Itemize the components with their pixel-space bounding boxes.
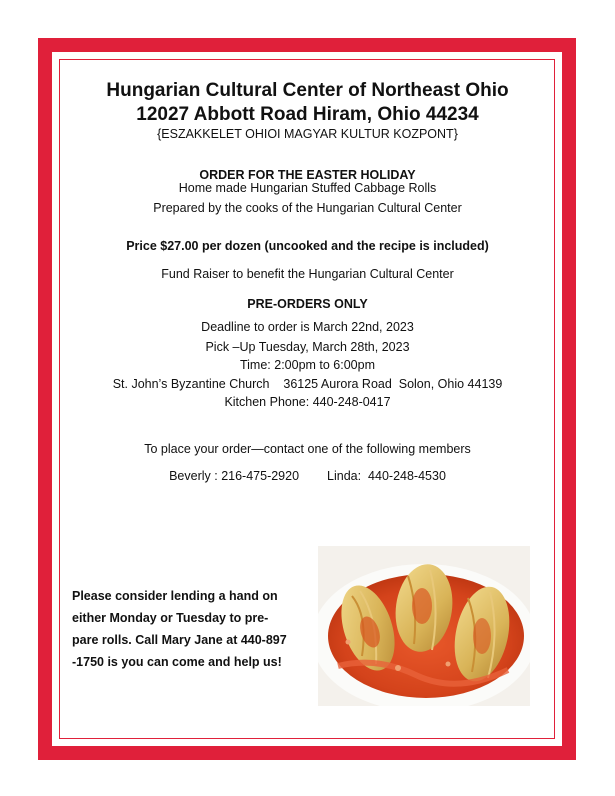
title-line-2: 12027 Abbott Road Hiram, Ohio 44234 (136, 104, 479, 125)
pickup-line: Pick –Up Tuesday, March 28th, 2023 (205, 340, 410, 354)
contact-beverly: Beverly : 216-475-2920 (169, 469, 300, 483)
product-line: Home made Hungarian Stuffed Cabbage Rolls (178, 181, 437, 195)
contact-linda: Linda: 440-248-4530 (327, 469, 446, 483)
help-line-1: Please consider lending a hand on (72, 589, 278, 603)
contact-intro: To place your order—contact one of the following members (144, 442, 471, 456)
fundraiser-line: Fund Raiser to benefit the Hungarian Cultural Center (161, 267, 454, 281)
volunteer-request (72, 585, 312, 673)
help-line-2: either Monday or Tuesday to pre- (72, 611, 269, 625)
time-line: Time: 2:00pm to 6:00pm (239, 358, 376, 372)
order-heading: ORDER FOR THE EASTER HOLIDAY (199, 168, 416, 182)
kitchen-phone-line: Kitchen Phone: 440-248-0417 (224, 395, 391, 409)
hungarian-subtitle: {ESZAKKELET OHIOI MAGYAR KULTUR KOZPONT} (157, 127, 458, 141)
help-line-3: pare rolls. Call Mary Jane at 440-897 (72, 633, 287, 647)
prepared-by-line: Prepared by the cooks of the Hungarian Cultural Center (153, 201, 462, 215)
contact-list (60, 469, 555, 483)
title-line-1: Hungarian Cultural Center of Northeast Ohio (106, 80, 509, 101)
location-line: St. John’s Byzantine Church 36125 Aurora Road Solon, Ohio 44139 (112, 377, 503, 391)
cabbage-rolls-photo (318, 546, 530, 706)
deadline-line: Deadline to order is March 22nd, 2023 (201, 320, 414, 334)
help-line-4: -1750 is you can come and help us! (72, 655, 282, 669)
preorders-heading: PRE-ORDERS ONLY (247, 297, 368, 311)
price-line: Price $27.00 per dozen (uncooked and the recipe is included) (126, 239, 489, 253)
